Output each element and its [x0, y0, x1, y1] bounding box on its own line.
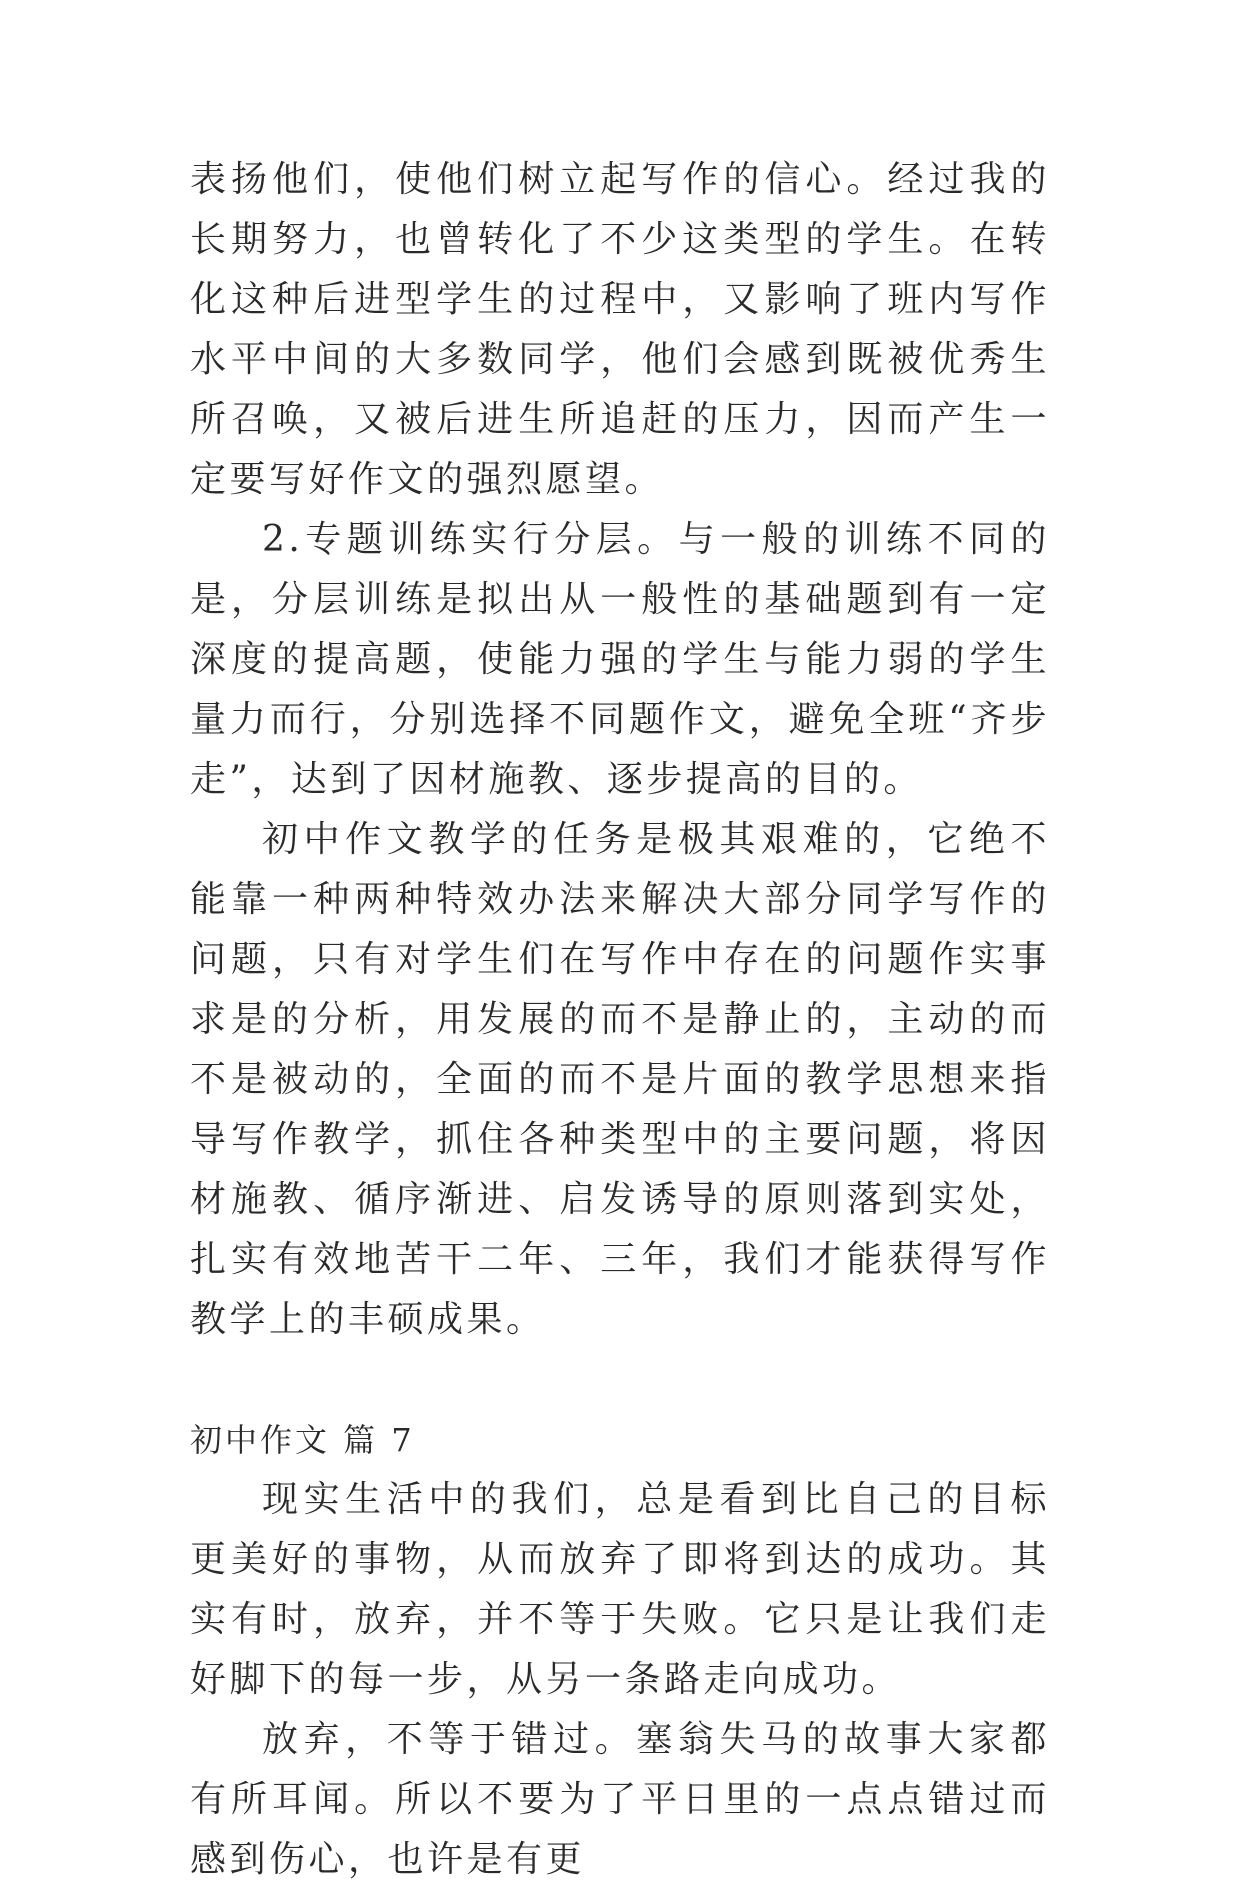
paragraph-giving-up: 现实生活中的我们，总是看到比自己的目标更美好的事物，从而放弃了即将到达的成功。其实有时，放弃，并不等于失败。它只是让我们走好脚下的每一步，从另一条路走向成功。: [190, 1479, 1050, 1700]
section-title: 初中作文 篇 7: [190, 1421, 415, 1459]
paragraph-not-missing: 放弃，不等于错过。塞翁失马的故事大家都有所耳闻。所以不要为了平日里的一点点错过而感到伤心，也许是有更: [190, 1719, 1050, 1880]
paragraph-continuation: 表扬他们，使他们树立起写作的信心。经过我的长期努力，也曾转化了不少这类型的学生。在转化这种后进型学生的过程中，又影响了班内写作水平中间的大多数同学，他们会感到既被优秀生所召唤，又被后进生所追赶的压力，因而产生一定要写好作文的强烈愿望。: [190, 159, 1050, 500]
paragraph-layered-training: 2.专题训练实行分层。与一般的训练不同的是，分层训练是拟出从一般性的基础题到有一定深度的提高题，使能力强的学生与能力弱的学生量力而行，分别选择不同题作文，避免全班“齐步走”，达到了因材施教、逐步提高的目的。: [190, 519, 1050, 800]
paragraph-teaching-summary: 初中作文教学的任务是极其艰难的，它绝不能靠一种两种特效办法来解决大部分同学写作的问题，只有对学生们在写作中存在的问题作实事求是的分析，用发展的而不是静止的，主动的而不是被动的，全面的而不是片面的教学思想来指导写作教学，抓住各种类型中的主要问题，将因材施教、循序渐进、启发诱导的原则落到实处，扎实有效地苦干二年、三年，我们才能获得写作教学上的丰硕成果。: [190, 819, 1050, 1340]
document-page: [190, 150, 1050, 1890]
